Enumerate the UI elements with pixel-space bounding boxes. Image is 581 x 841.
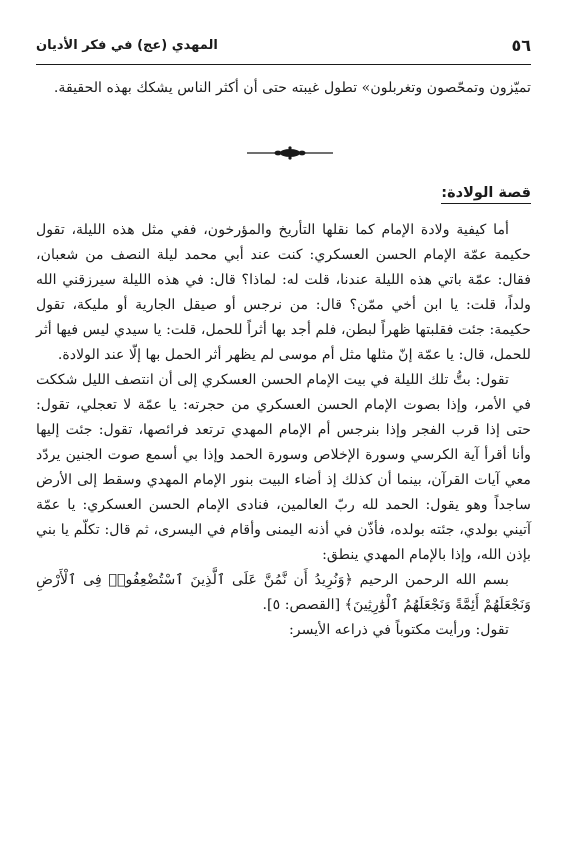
quran-verse-paragraph: بسم الله الرحمن الرحيم ﴿وَنُرِيدُ أَن نَّمُنَّ عَلَى ٱلَّذِينَ ٱسْتُضْعِفُوا۟ فِى ٱلْأَرْضِ وَنَجْعَلَهُمْ أَئِمَّةً وَنَجْعَلَهُمُ ٱلْوَٰرِثِينَ﴾ [القصص: ٥].: [36, 572, 531, 613]
running-header: [36, 32, 531, 62]
book-title: المهدي (عج) في فكر الأديان: [36, 38, 218, 53]
ornament-divider-icon: [245, 144, 335, 162]
story-paragraph: تقول: بتُّ تلك الليلة في بيت الإمام الحسن العسكري إلى أن انتصف الليل شككت في الأمر، وإذا بصوت الإمام الحسن العسكري من حجرته: يا عمّة لا تعجلي، تقول: حتى إذا قرب الفجر وإذا بنرجس أم الإمام المهدي ترتعد فرائصها، تقول: جئت إليها وأنا أقرأ آية الكرسي وسورة الإخلاص وسورة الحمد وإذا بي أسمع صوت الجنين يردّد معي آيات القرآن، بينما أن كذلك إذ أضاء البيت بنور الإمام المهدي وسقط إلى الأرض ساجداً وهو يقول: الحمد لله ربّ العالمين، فنادى الإمام الحسن العسكري: يا عمّة آتيني بولدي، جئته بولده، فأذّن في أذنه اليمنى وأقام في اليسرى، ثم قال: تكلّم يا بني بإذن الله، وإذا بالإمام المهدي ينطق:: [36, 372, 531, 563]
section-heading-text: قصة الولادة:: [441, 185, 531, 204]
intro-paragraph: [36, 76, 531, 101]
story-paragraph: أما كيفية ولادة الإمام كما نقلها التأريخ والمؤرخون، ففي مثل هذه الليلة، تقول حكيمة عمّة الإمام الحسن العسكري: كنت عند أبي محمد ليلة النصف من شعبان، فقال: عمّة باتي هذه الليلة عندنا، قلت له: لماذا؟ قال: في هذه الليلة سيرزقني الله ولداً، قلت: يا ابن أخي ممّن؟ قال: من نرجس أو صيقل الجارية أو مليكة، تقول حكيمة: جئت فقلبتها ظهراً لبطن، فلم أجد بها أثراً للحمل، قلت: يا سيدي ليس فيها أثر للحمل، قال: يا عمّة إنّ مثلها مثل أم موسى لم يظهر أثر الحمل بها إلّا عند الولادة.: [36, 222, 531, 363]
intro-text: تميّزون وتمحّصون وتغربلون» تطول غيبته حتى أن أكثر الناس يشكك بهذه الحقيقة.: [53, 80, 531, 96]
page-number: ٥٦: [511, 36, 531, 55]
section-heading: [36, 185, 531, 201]
story-paragraph: تقول: ورأيت مكتوباً في ذراعه الأيسر:: [289, 622, 509, 638]
story-body: [36, 218, 531, 643]
header-rule: [36, 64, 531, 65]
